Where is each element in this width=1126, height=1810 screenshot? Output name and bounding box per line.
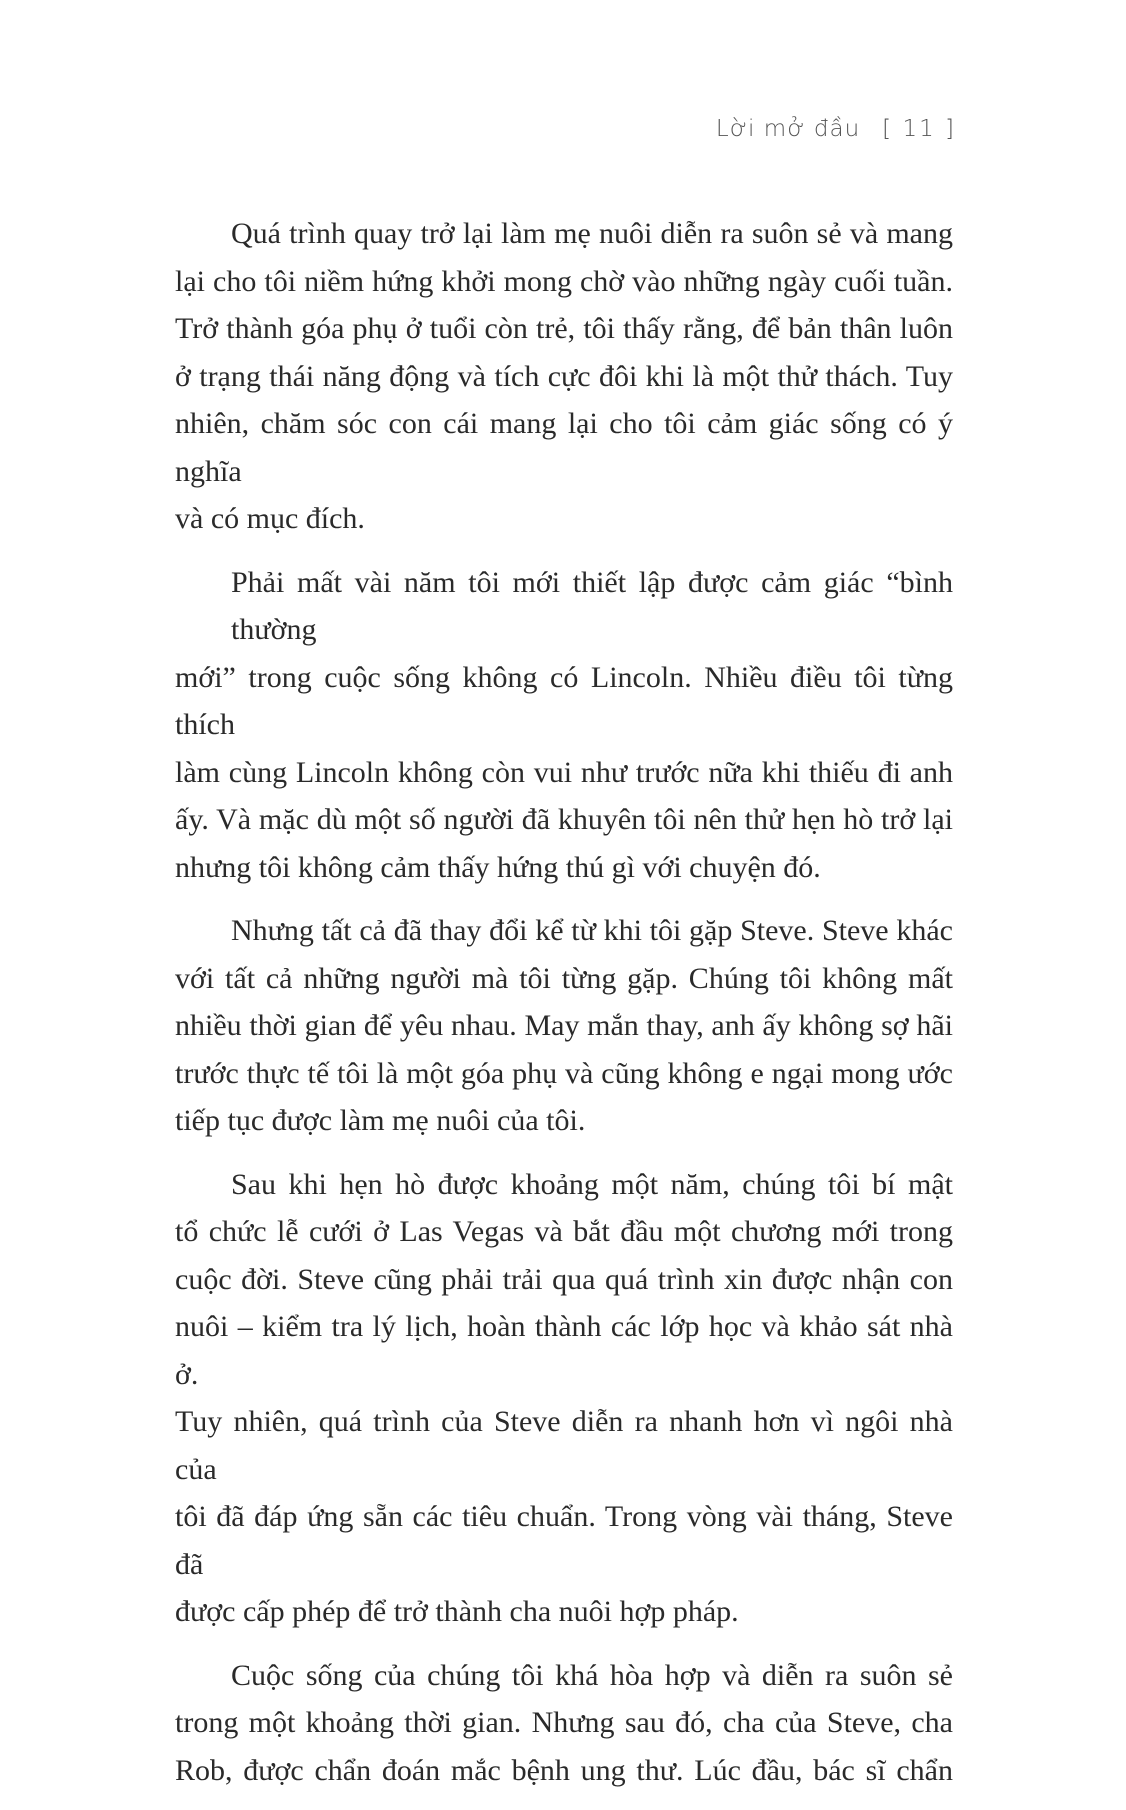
chapter-title: Lời mở đầu bbox=[715, 116, 861, 142]
body-text bbox=[175, 210, 953, 1810]
text-line: cuộc đời. Steve cũng phải trải qua quá trình xin được nhận con bbox=[175, 1262, 953, 1296]
paragraph bbox=[175, 907, 953, 1145]
text-line: trước thực tế tôi là một góa phụ và cũng không e ngại mong ước bbox=[175, 1056, 953, 1090]
text-line: Trở thành góa phụ ở tuổi còn trẻ, tôi thấy rằng, để bản thân luôn bbox=[175, 312, 953, 345]
text-line: Nhưng tất cả đã thay đổi kể từ khi tôi gặp Steve. Steve khác bbox=[231, 914, 953, 947]
text-line: với tất cả những người mà tôi từng gặp. Chúng tôi không mất bbox=[175, 961, 953, 995]
text-line: nuôi – kiểm tra lý lịch, hoàn thành các lớp học và khảo sát nhà ở. bbox=[175, 1310, 953, 1391]
text-line: Cuộc sống của chúng tôi khá hòa hợp và diễn ra suôn sẻ bbox=[231, 1658, 953, 1692]
text-line: và có mục đích. bbox=[175, 502, 365, 535]
text-line: mới” trong cuộc sống không có Lincoln. Nhiều điều tôi từng thích bbox=[175, 660, 953, 741]
paragraph bbox=[175, 210, 953, 543]
text-line: Phải mất vài năm tôi mới thiết lập được cảm giác “bình thường bbox=[231, 565, 953, 646]
text-line: tiếp tục được làm mẹ nuôi của tôi. bbox=[175, 1104, 586, 1137]
paragraph bbox=[175, 1161, 953, 1636]
text-line: được cấp phép để trở thành cha nuôi hợp pháp. bbox=[175, 1595, 739, 1628]
text-line: nhiều thời gian để yêu nhau. May mắn thay, anh ấy không sợ hãi bbox=[175, 1009, 953, 1042]
text-line: trong một khoảng thời gian. Nhưng sau đó, cha của Steve, cha bbox=[175, 1706, 953, 1739]
text-line: lại cho tôi niềm hứng khởi mong chờ vào những ngày cuối tuần. bbox=[175, 264, 953, 298]
text-line: Tuy nhiên, quá trình của Steve diễn ra nhanh hơn vì ngôi nhà của bbox=[175, 1405, 953, 1486]
text-line: tôi đã đáp ứng sẵn các tiêu chuẩn. Trong vòng vài tháng, Steve đã bbox=[175, 1500, 953, 1581]
text-line: tổ chức lễ cưới ở Las Vegas và bắt đầu một chương mới trong bbox=[175, 1215, 953, 1248]
paragraph bbox=[175, 559, 953, 892]
page-number: [ 11 ] bbox=[882, 116, 956, 142]
paragraph bbox=[175, 1652, 953, 1795]
text-line: nhưng tôi không cảm thấy hứng thú gì với chuyện đó. bbox=[175, 850, 821, 884]
text-line: ở trạng thái năng động và tích cực đôi khi là một thử thách. Tuy bbox=[175, 359, 953, 393]
text-line: làm cùng Lincoln không còn vui như trước nữa khi thiếu đi anh bbox=[175, 755, 953, 789]
text-line: nhiên, chăm sóc con cái mang lại cho tôi cảm giác sống có ý nghĩa bbox=[175, 407, 953, 488]
text-line: Sau khi hẹn hò được khoảng một năm, chúng tôi bí mật bbox=[231, 1167, 953, 1201]
running-header bbox=[716, 116, 956, 142]
text-line: Rob, được chẩn đoán mắc bệnh ung thư. Lúc đầu, bác sĩ chẩn bbox=[175, 1753, 953, 1787]
text-line: ấy. Và mặc dù một số người đã khuyên tôi nên thử hẹn hò trở lại bbox=[175, 803, 953, 836]
text-line: Quá trình quay trở lại làm mẹ nuôi diễn ra suôn sẻ và mang bbox=[231, 217, 953, 250]
